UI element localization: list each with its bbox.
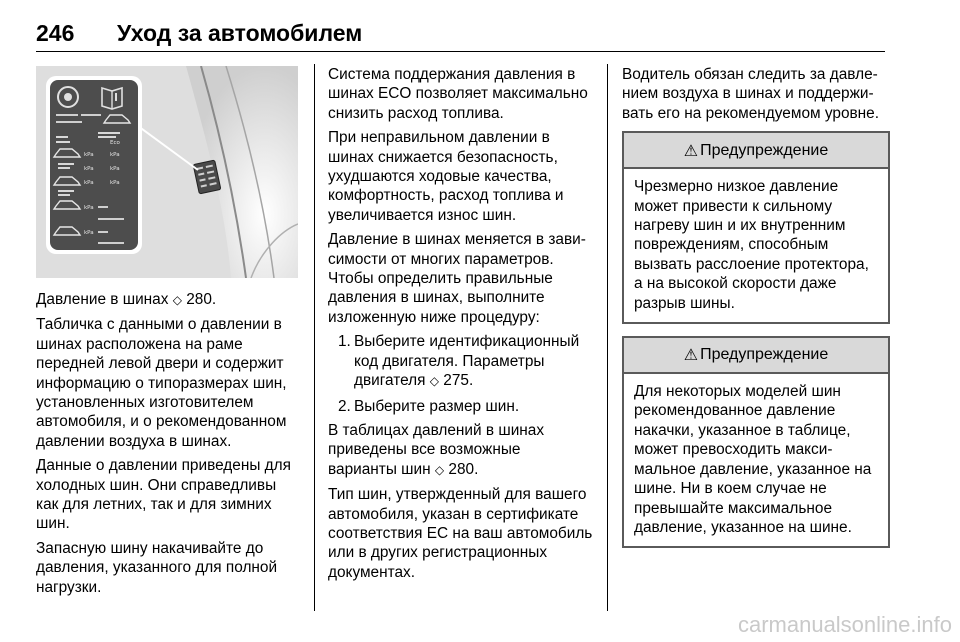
label-unit: kPa [110,180,120,186]
door-frame-drawing [36,66,298,278]
label-unit: kPa [84,180,94,186]
procedure-list [328,332,593,416]
paragraph: При неправильном давлении в шинах снижается безопасность, ухудшаются ходовые качества, комфортность, расход топлива и увеличивается износ шин. [328,129,564,224]
paragraph: Давление в шинах меняется в зависимости от многих параметров. Чтобы определить правильные давления в шинах, выполните изложенную ниже процедуру: [328,231,586,326]
reference-arrow-icon: ◇ [434,462,445,477]
page-reference: 280. [448,460,479,478]
label-unit: kPa [84,166,94,172]
column-2 [328,65,593,587]
tire-pressure-label-illustration [36,66,298,278]
paragraph: Система поддержания давления в шинах ECO позволяет максимально снизить расход топлива. [328,66,588,122]
paragraph: В таблицах давлений в шинах приведены все возможные варианты шин ◇ 280. [328,421,545,478]
list-item: 2. Выберите размер шин. [338,397,520,415]
reference-arrow-icon: ◇ [429,374,440,389]
list-number: 2. [338,397,351,415]
warning-box [622,131,890,324]
column-divider-1 [314,64,315,611]
header-rule [36,51,885,52]
paragraph: Данные о давлении приведены для холодных шин. Они справедливы как для летних, так и для зимних шин. [36,457,291,533]
column-divider-2 [607,64,608,611]
label-unit: kPa [84,205,94,211]
warning-title: Предупреждение [700,346,829,364]
paragraph: Тип шин, утвержденный для вашего автомобиля, указан в сертификате соответствия ЕС на ваш автомобиль или в других регистрационных документах. [328,486,593,581]
watermark: carmanualsonline.info [737,612,952,637]
reference-arrow-icon: ◇ [172,293,182,307]
chapter-title: Уход за автомобилем [117,20,363,46]
column-1 [36,290,298,602]
page-reference: 280. [186,291,217,308]
label-unit: kPa [84,152,94,158]
warning-title: Предупреждение [700,141,829,159]
warning-text: Чрезмерно низкое давление может привести к сильному нагреву шин и их внутренним повреждениям, способным вызвать расслоение протектора, а на высокой скорости даже разрыв шины. [634,178,869,312]
warning-header [624,133,888,169]
warning-box [622,336,890,548]
figure-caption: Давление в шинах ◇ 280. [36,291,217,308]
paragraph: Запасную шину накачивайте до давления, указанного для полной нагрузки. [36,539,278,596]
page-reference: 275. [443,372,474,390]
column-3 [622,65,890,548]
page-number: 246 [36,20,75,46]
paragraph: Табличка с данными о давлении в шинах расположена на раме передней левой двери и содержит информацию о типоразмерах шин, установленных изготовителем автомобиля, и о рекомендованном давлении воздуха в шинах. [36,316,287,450]
label-unit: kPa [110,166,120,172]
list-item: 1. Выберите идентификационный код двигателя. Параметры двигателя ◇ 275. [338,333,580,390]
warning-triangle-icon: ⚠ [683,345,699,365]
warning-text: Для некоторых моделей шин рекомендованное давление накачки, указанное в таблице, может превосходить максимальное давление, указанное на шине. Ни в коем случае не превышайте максимальное давление, указанное на шине. [634,383,872,536]
label-unit: kPa [84,230,94,236]
paragraph: Водитель обязан следить за давлением воздуха в шинах и поддерживать его на рекомендуемом уровне. [622,66,880,122]
list-number: 1. [338,333,351,351]
warning-header [624,338,888,374]
label-unit: kPa [110,152,120,158]
warning-triangle-icon: ⚠ [683,140,699,160]
label-note: Eco [110,140,120,146]
